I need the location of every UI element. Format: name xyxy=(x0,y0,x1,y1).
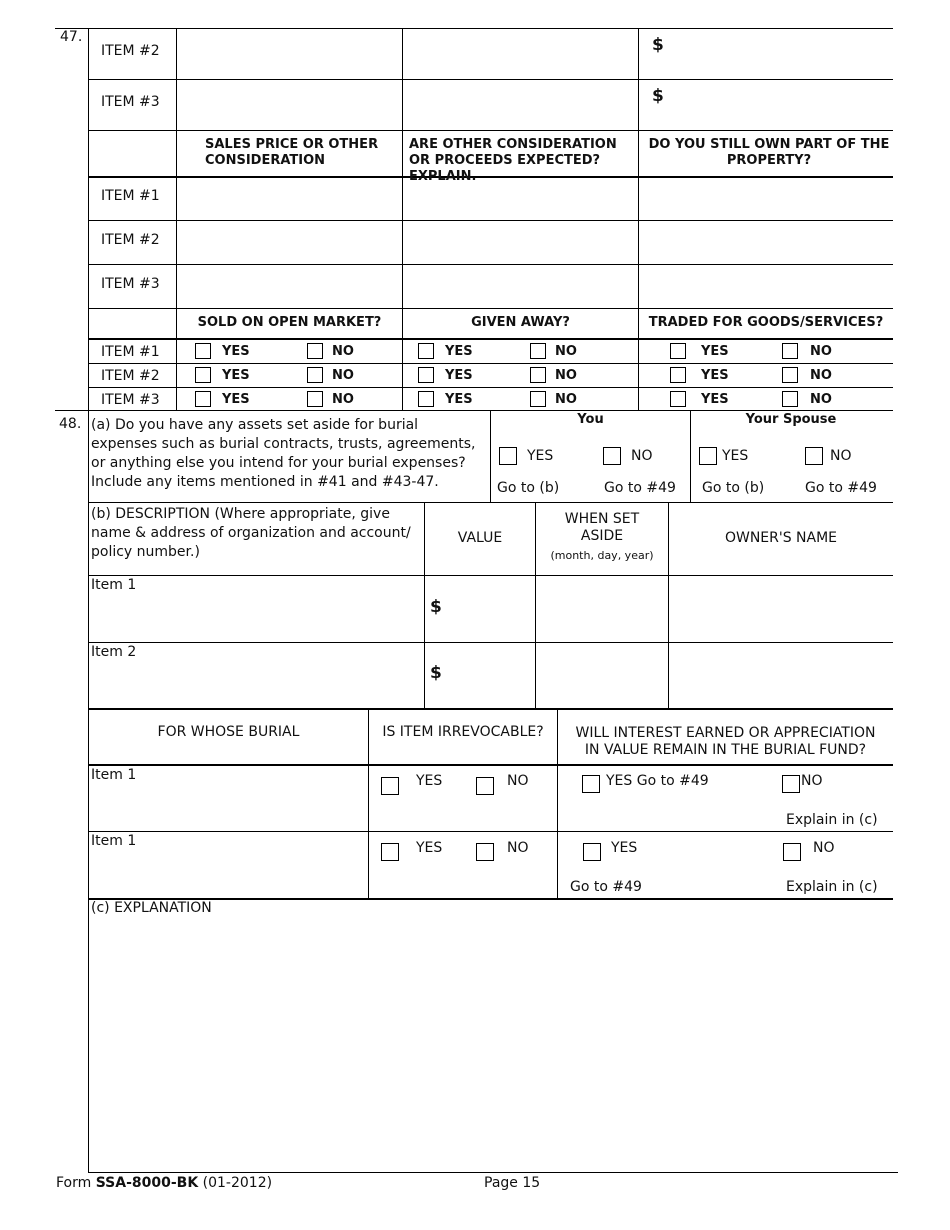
yes-label: YES xyxy=(222,368,250,383)
no-label: NO xyxy=(555,392,577,407)
interest-header: WILL INTEREST EARNED OR APPRECIATION IN VALUE REMAIN IN THE BURIAL FUND? xyxy=(575,725,876,758)
header-sold-open-market: SOLD ON OPEN MARKET? xyxy=(197,315,382,330)
yes-label: YES xyxy=(722,448,749,464)
row-1-interest-yes-checkbox[interactable] xyxy=(582,775,600,793)
item-label: ITEM #3 xyxy=(101,94,160,110)
item-1-sold-yes-checkbox[interactable] xyxy=(195,343,211,359)
currency-symbol: $ xyxy=(652,35,664,55)
go-to-b-label: Go to (b) xyxy=(497,480,560,496)
no-label: NO xyxy=(332,344,354,359)
item-2-amount-field[interactable] xyxy=(670,29,892,79)
no-label: NO xyxy=(810,392,832,407)
item-label: ITEM #3 xyxy=(101,276,160,292)
item-1-label: Item 1 xyxy=(91,577,137,593)
spouse-no-checkbox[interactable] xyxy=(805,447,823,465)
row-2-interest-yes-checkbox[interactable] xyxy=(583,843,601,861)
item-3-sold-no-checkbox[interactable] xyxy=(307,391,323,407)
currency-symbol: $ xyxy=(430,597,442,617)
item-3-sold-yes-checkbox[interactable] xyxy=(195,391,211,407)
no-label: NO xyxy=(555,368,577,383)
item-2-label: Item 2 xyxy=(91,644,137,660)
no-label: NO xyxy=(507,773,529,789)
go-to-b-label: Go to (b) xyxy=(702,480,765,496)
no-label: NO xyxy=(810,344,832,359)
header-still-own: DO YOU STILL OWN PART OF THE PROPERTY? xyxy=(648,137,890,168)
item-1-given-no-checkbox[interactable] xyxy=(530,343,546,359)
item-2-value-field[interactable] xyxy=(445,645,534,707)
go-to-49-label: Go to #49 xyxy=(805,480,877,496)
header-traded: TRADED FOR GOODS/SERVICES? xyxy=(648,315,884,330)
question-48-number: 48. xyxy=(59,416,82,432)
yes-label: YES xyxy=(416,840,443,856)
yes-label: YES xyxy=(701,392,729,407)
item-label: ITEM #3 xyxy=(101,392,160,408)
yes-label: YES xyxy=(445,368,473,383)
item-1-traded-yes-checkbox[interactable] xyxy=(670,343,686,359)
item-2-sold-no-checkbox[interactable] xyxy=(307,367,323,383)
item-2-traded-yes-checkbox[interactable] xyxy=(670,367,686,383)
item-label: ITEM #2 xyxy=(101,43,160,59)
item-1-sold-no-checkbox[interactable] xyxy=(307,343,323,359)
item-1-date-field[interactable] xyxy=(536,578,668,641)
no-label: NO xyxy=(631,448,653,464)
item-3-description-field[interactable] xyxy=(177,80,402,130)
item-3-given-yes-checkbox[interactable] xyxy=(418,391,434,407)
item-3-traded-no-checkbox[interactable] xyxy=(782,391,798,407)
yes-label: YES xyxy=(701,368,729,383)
item-2-owner-field[interactable] xyxy=(669,645,893,707)
no-label: NO xyxy=(810,368,832,383)
no-label: NO xyxy=(332,392,354,407)
item-label: ITEM #1 xyxy=(101,344,160,360)
yes-label: YES xyxy=(222,344,250,359)
item-1-description-field[interactable] xyxy=(140,578,424,641)
item-2-date-field[interactable] xyxy=(536,645,668,707)
yes-label: YES xyxy=(701,344,729,359)
question-47-number: 47. xyxy=(60,29,83,45)
currency-symbol: $ xyxy=(430,663,442,683)
item-3-given-no-checkbox[interactable] xyxy=(530,391,546,407)
item-label: ITEM #2 xyxy=(101,368,160,384)
item-label: ITEM #1 xyxy=(101,188,160,204)
spouse-yes-checkbox[interactable] xyxy=(699,447,717,465)
header-given-away: GIVEN AWAY? xyxy=(471,315,570,330)
yes-label: YES xyxy=(527,448,554,464)
item-1-owner-field[interactable] xyxy=(669,578,893,641)
you-header: You xyxy=(577,412,604,427)
yes-label: YES xyxy=(445,392,473,407)
explain-in-c-label: Explain in (c) xyxy=(786,812,878,828)
item-2-given-yes-checkbox[interactable] xyxy=(418,367,434,383)
item-3-detail-field[interactable] xyxy=(403,80,638,130)
header-sales-price: SALES PRICE OR OTHER CONSIDERATION xyxy=(205,137,379,168)
spouse-header: Your Spouse xyxy=(745,412,837,427)
header-other-consideration: ARE OTHER CONSIDERATION OR PROCEEDS EXPECTED? EXPLAIN. xyxy=(409,137,617,184)
question-48a-text: (a) Do you have any assets set aside for burial expenses such as burial contracts, trusts, agreements, or anything else you intend for your burial expenses? Include any items mentioned in #41 and #43-47. xyxy=(91,417,476,490)
you-yes-checkbox[interactable] xyxy=(499,447,517,465)
item-2-sold-yes-checkbox[interactable] xyxy=(195,367,211,383)
you-no-checkbox[interactable] xyxy=(603,447,621,465)
item-3-amount-field[interactable] xyxy=(670,80,892,130)
yes-label: YES xyxy=(416,773,443,789)
currency-symbol: $ xyxy=(652,86,664,106)
row-1-irrevocable-yes-checkbox[interactable] xyxy=(381,777,399,795)
item-2-detail-field[interactable] xyxy=(403,29,638,79)
page-number: Page 15 xyxy=(484,1175,541,1191)
yes-go-to-49-label: YES Go to #49 xyxy=(606,773,709,789)
burial-row-2-label: Item 1 xyxy=(91,833,137,849)
item-3-traded-yes-checkbox[interactable] xyxy=(670,391,686,407)
item-2-given-no-checkbox[interactable] xyxy=(530,367,546,383)
go-to-49-label: Go to #49 xyxy=(604,480,676,496)
burial-row-1-label: Item 1 xyxy=(91,767,137,783)
row-2-irrevocable-no-checkbox[interactable] xyxy=(476,843,494,861)
yes-label: YES xyxy=(611,840,638,856)
for-whose-burial-header: FOR WHOSE BURIAL xyxy=(157,724,300,740)
item-2-description-field[interactable] xyxy=(140,645,424,707)
no-label: NO xyxy=(830,448,852,464)
form-identifier: Form SSA-8000-BK (01-2012) xyxy=(56,1175,273,1191)
row-1-irrevocable-no-checkbox[interactable] xyxy=(476,777,494,795)
burial-row-2-whose-field[interactable] xyxy=(140,834,366,897)
yes-label: YES xyxy=(445,344,473,359)
row-1-interest-no-checkbox[interactable] xyxy=(782,775,800,793)
go-to-49-label: Go to #49 xyxy=(570,879,642,895)
no-label: NO xyxy=(813,840,835,856)
irrevocable-header: IS ITEM IRREVOCABLE? xyxy=(382,724,544,740)
explanation-label: (c) EXPLANATION xyxy=(91,900,212,916)
no-label: NO xyxy=(555,344,577,359)
item-1-traded-no-checkbox[interactable] xyxy=(782,343,798,359)
no-label: NO xyxy=(507,840,529,856)
explanation-textarea[interactable] xyxy=(90,920,893,1170)
no-label: NO xyxy=(332,368,354,383)
item-1-value-field[interactable] xyxy=(445,578,534,641)
value-header: VALUE xyxy=(457,530,503,546)
item-2-description-field[interactable] xyxy=(177,29,402,79)
when-set-aside-header: WHEN SET ASIDE (month, day, year) xyxy=(550,511,654,562)
item-1-given-yes-checkbox[interactable] xyxy=(418,343,434,359)
owners-name-header: OWNER'S NAME xyxy=(724,530,838,546)
no-label: NO xyxy=(801,773,823,789)
row-2-irrevocable-yes-checkbox[interactable] xyxy=(381,843,399,861)
yes-label: YES xyxy=(222,392,250,407)
burial-row-1-whose-field[interactable] xyxy=(140,768,366,830)
description-header: (b) DESCRIPTION (Where appropriate, give name & address of organization and account/ policy number.) xyxy=(91,506,411,560)
row-2-interest-no-checkbox[interactable] xyxy=(783,843,801,861)
explain-in-c-label: Explain in (c) xyxy=(786,879,878,895)
item-label: ITEM #2 xyxy=(101,232,160,248)
item-2-traded-no-checkbox[interactable] xyxy=(782,367,798,383)
